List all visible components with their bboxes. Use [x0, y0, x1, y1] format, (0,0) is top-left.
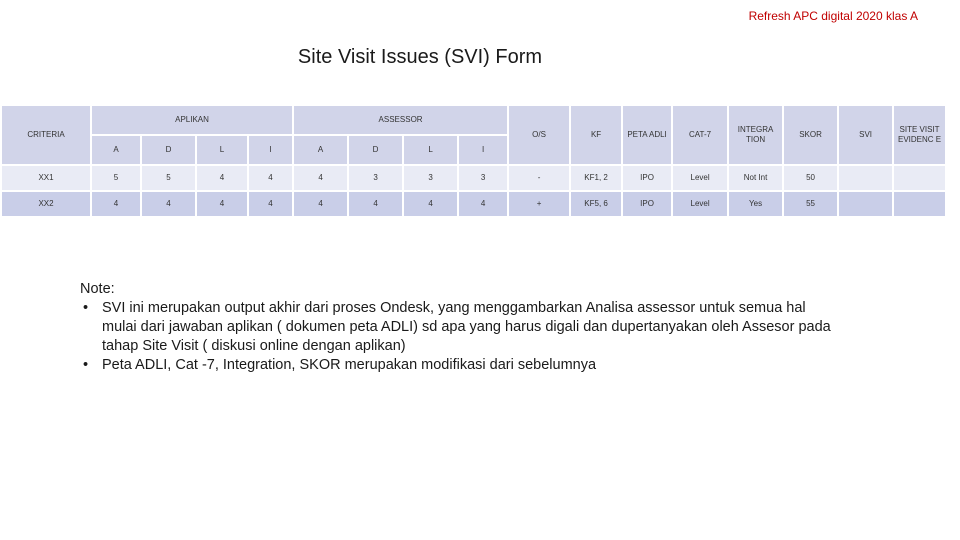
cell-assessor-a: 4	[293, 165, 348, 191]
cell-integration: Not Int	[728, 165, 783, 191]
header-assessor-d: D	[348, 135, 403, 165]
cell-kf: KF5, 6	[570, 191, 622, 217]
cell-assessor-l: 3	[403, 165, 458, 191]
list-item	[80, 299, 840, 356]
cell-skor: 50	[783, 165, 838, 191]
cell-cat7: Level	[672, 191, 728, 217]
svi-table	[0, 104, 947, 218]
header-assessor-a: A	[293, 135, 348, 165]
header-aplikan-i: I	[248, 135, 293, 165]
header-aplikan-d: D	[141, 135, 196, 165]
cell-peta-adli: IPO	[622, 191, 672, 217]
header-skor: SKOR	[783, 105, 838, 165]
cell-kf: KF1, 2	[570, 165, 622, 191]
table-row	[1, 165, 946, 191]
header-integration: INTEGRA TION	[728, 105, 783, 165]
cell-aplikan-i: 4	[248, 165, 293, 191]
header-assessor-i: I	[458, 135, 508, 165]
header-peta-adli: PETA ADLI	[622, 105, 672, 165]
header-svi: SVI	[838, 105, 893, 165]
cell-assessor-a: 4	[293, 191, 348, 217]
cell-assessor-i: 3	[458, 165, 508, 191]
cell-site-visit-evidence	[893, 165, 946, 191]
header-assessor: ASSESSOR	[293, 105, 508, 135]
cell-aplikan-a: 4	[91, 191, 141, 217]
cell-aplikan-l: 4	[196, 191, 248, 217]
cell-svi	[838, 191, 893, 217]
cell-criteria: XX2	[1, 191, 91, 217]
presentation-caption: Refresh APC digital 2020 klas A	[748, 9, 918, 23]
bullet-icon: •	[83, 357, 89, 373]
header-cat7: CAT-7	[672, 105, 728, 165]
cell-aplikan-d: 4	[141, 191, 196, 217]
header-os: O/S	[508, 105, 570, 165]
note-list	[80, 299, 840, 375]
cell-assessor-d: 4	[348, 191, 403, 217]
cell-cat7: Level	[672, 165, 728, 191]
header-kf: KF	[570, 105, 622, 165]
page-title: Site Visit Issues (SVI) Form	[297, 46, 543, 68]
cell-svi	[838, 165, 893, 191]
list-item	[80, 356, 840, 375]
cell-skor: 55	[783, 191, 838, 217]
cell-site-visit-evidence	[893, 191, 946, 217]
bullet-icon: •	[83, 300, 89, 316]
cell-assessor-l: 4	[403, 191, 458, 217]
header-criteria: CRITERIA	[1, 105, 91, 165]
header-aplikan-a: A	[91, 135, 141, 165]
cell-os: +	[508, 191, 570, 217]
note-heading: Note:	[80, 281, 115, 297]
table-row	[1, 191, 946, 217]
cell-os: -	[508, 165, 570, 191]
cell-criteria: XX1	[1, 165, 91, 191]
cell-peta-adli: IPO	[622, 165, 672, 191]
cell-integration: Yes	[728, 191, 783, 217]
note-section	[80, 280, 840, 375]
cell-aplikan-d: 5	[141, 165, 196, 191]
cell-aplikan-l: 4	[196, 165, 248, 191]
cell-aplikan-i: 4	[248, 191, 293, 217]
cell-aplikan-a: 5	[91, 165, 141, 191]
note-bullet-text: SVI ini merupakan output akhir dari proses Ondesk, yang menggambarkan Analisa assessor untuk semua hal mulai dari jawaban aplikan ( dokumen peta ADLI) sd apa yang harus digali dan dupertanyakan oleh Assesor pada tahap Site Visit ( diskusi online dengan aplikan)	[102, 300, 831, 354]
note-bullet-text: Peta ADLI, Cat -7, Integration, SKOR merupakan modifikasi dari sebelumnya	[102, 357, 597, 373]
cell-assessor-i: 4	[458, 191, 508, 217]
header-aplikan-l: L	[196, 135, 248, 165]
header-site-visit-evidence: SITE VISIT EVIDENC E	[893, 105, 946, 165]
header-assessor-l: L	[403, 135, 458, 165]
header-aplikan: APLIKAN	[91, 105, 293, 135]
cell-assessor-d: 3	[348, 165, 403, 191]
